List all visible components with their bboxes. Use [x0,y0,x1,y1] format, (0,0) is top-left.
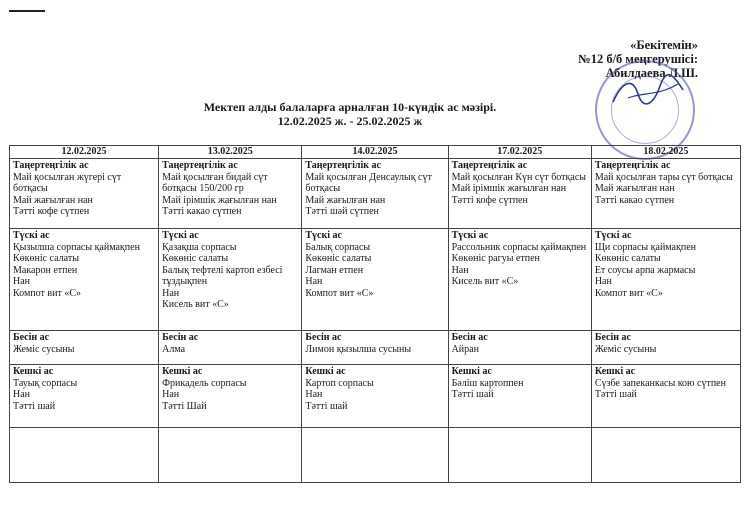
meal-name: Бесін ас [13,332,50,343]
dish-item: Нан [594,276,612,287]
meal-name: Кешкі ас [162,366,203,377]
dish-item: Тәтті какао сүтпен [594,194,675,206]
meal-name: Бесін ас [594,332,631,343]
menu-period: 12.02.2025 ж. - 25.02.2025 ж [277,114,423,128]
meal-name: Бесін ас [305,332,342,343]
dish-item: Көкөніс салаты [162,253,229,264]
dish-item: Нан [162,287,180,299]
dish-item: Компот вит «С» [13,287,82,299]
dish-item: Тәтті кофе сүтпен [451,194,528,206]
meal-name: Түскі ас [594,230,632,241]
dish-item: Нан [13,276,31,287]
dish-item: Тәтті шай [305,400,348,412]
empty-cell [302,428,448,483]
dish-item: Лимон қызылша сусыны [305,343,412,355]
menu-cell [448,365,591,428]
dish-item: Тәтті шай [451,389,494,400]
meal-name: Таңертеңгілік ас [594,160,671,171]
meal-name: Түскі ас [305,230,342,241]
dish-item: Балық тефтелі картоп езбесі тұздықпен [162,264,283,287]
menu-cell [448,331,591,365]
breakfast-row [10,159,741,229]
dish-item: Балық сорпасы [305,241,371,253]
date-header: 12.02.2025 [10,146,159,159]
meal-name: Кешкі ас [305,366,346,377]
dish-item: Нан [305,389,323,400]
blank-row [10,428,741,483]
dish-item: Компот вит «С» [594,287,663,299]
menu-cell [591,229,740,331]
meal-name: Таңертеңгілік ас [305,160,381,171]
date-header: 18.02.2025 [591,146,740,159]
approval-position: №12 б/б меңгерушісі: [578,52,698,66]
dish-item: Рассольник сорпасы қаймақпен [451,241,587,253]
date-header: 14.02.2025 [302,146,448,159]
menu-cell [159,365,302,428]
empty-cell [591,428,740,483]
dish-item: Көкөніс салаты [13,253,79,264]
dish-item: Тәтті шай [13,400,56,412]
menu-cell [302,365,448,428]
dish-item: Тәтті какао сүтпен [162,206,242,217]
dish-item: Айран [451,343,479,355]
menu-cell [591,159,740,229]
dish-item: Тәтті Шай [162,400,207,412]
menu-table [9,145,741,483]
menu-cell [159,159,302,229]
approval-signer: Абилдаева Л.Ш. [605,66,698,80]
dish-item: Сүзбе запеканкасы кою сүтпен [594,377,726,389]
signature-icon [608,72,688,112]
dish-item: Көкөніс рагуы етпен [451,253,540,264]
menu-cell [302,159,448,229]
dish-item: Жеміс сусыны [594,343,657,355]
meal-name: Кешкі ас [594,366,636,377]
dinner-row [10,365,741,428]
dish-item: Май қосылған жүгері сүт ботқасы [13,171,122,194]
dish-item: Макарон етпен [13,264,78,276]
dish-item: Қызылша сорпасы қаймақпен [13,241,140,253]
meal-name: Кешкі ас [13,366,54,377]
dish-item: Ет соусы арпа жармасы [594,264,696,276]
menu-title [200,100,500,128]
dish-item: Кисель вит «С» [162,299,229,310]
empty-cell [159,428,302,483]
dish-item: Жеміс сусыны [13,343,75,355]
dish-item: Көкөніс салаты [305,253,372,264]
menu-cell [302,229,448,331]
meal-name: Таңертеңгілік ас [13,160,89,171]
menu-title-line: Мектеп алды балаларға арналған 10-күндік ас мәзірі. [203,100,497,114]
dish-item: Май қосылған Денсаулық сүт ботқасы [305,171,432,194]
dish-item: Тәтті шәй сүтпен [305,206,379,217]
dish-item: Лагман етпен [305,264,364,276]
approval-title: «Бекітемін» [630,38,698,52]
snack-row [10,331,741,365]
menu-cell [10,159,159,229]
menu-cell [159,331,302,365]
lunch-row [10,229,741,331]
meal-name: Түскі ас [451,230,489,241]
meal-name: Бесін ас [162,332,199,343]
dish-item: Көкөніс салаты [594,253,661,264]
menu-cell [10,229,159,331]
menu-cell [591,365,740,428]
dish-item: Алма [162,343,186,355]
empty-cell [448,428,591,483]
empty-cell [10,428,159,483]
menu-cell [10,365,159,428]
dish-item: Май ірімшік жағылған нан [451,183,567,194]
menu-cell [302,331,448,365]
meal-name: Түскі ас [162,230,199,241]
dish-item: Фрикадель сорпасы [162,377,247,389]
dish-item: Қазақша сорпасы [162,241,237,253]
dish-item: Тәтті кофе сүтпен [13,206,90,217]
dish-item: Май қосылған бидай сүт ботқасы 150/200 гр [162,171,268,194]
dish-item: Нан [162,389,180,400]
menu-cell [448,229,591,331]
menu-cell [448,159,591,229]
dish-item: Картоп сорпасы [305,377,374,389]
menu-cell [591,331,740,365]
meal-name: Таңертеңгілік ас [162,160,238,171]
meal-name: Бесін ас [451,332,488,343]
dish-item: Бәліш картоппен [451,377,524,389]
dish-item: Май қосылған тары сүт ботқасы [594,171,733,183]
dish-item: Нан [13,389,31,400]
dish-item: Тауық сорпасы [13,377,78,389]
meal-name: Таңертеңгілік ас [451,160,528,171]
date-header: 13.02.2025 [159,146,302,159]
dish-item: Май қосылған Күн сүт ботқасы [451,171,587,183]
dish-item: Нан [451,264,469,276]
dish-item: Компот вит «С» [305,287,374,299]
dish-item: Тәтті шай [594,389,637,400]
menu-cell [159,229,302,331]
dish-item: Май жағылған нан [13,194,93,206]
dish-item: Май жағылған нан [594,183,675,194]
dish-item: Кисель вит «С» [451,276,519,287]
date-header: 17.02.2025 [448,146,591,159]
menu-cell [10,331,159,365]
dish-item: Май жағылған нан [305,194,386,206]
meal-name: Кешкі ас [451,366,492,377]
dish-item: Нан [305,276,323,287]
top-rule [9,10,45,12]
dish-item: Щи сорпасы қаймақпен [594,241,696,253]
dish-item: Май ірімшік жағылған нан [162,194,277,206]
date-header-row [10,146,741,159]
meal-name: Түскі ас [13,230,50,241]
